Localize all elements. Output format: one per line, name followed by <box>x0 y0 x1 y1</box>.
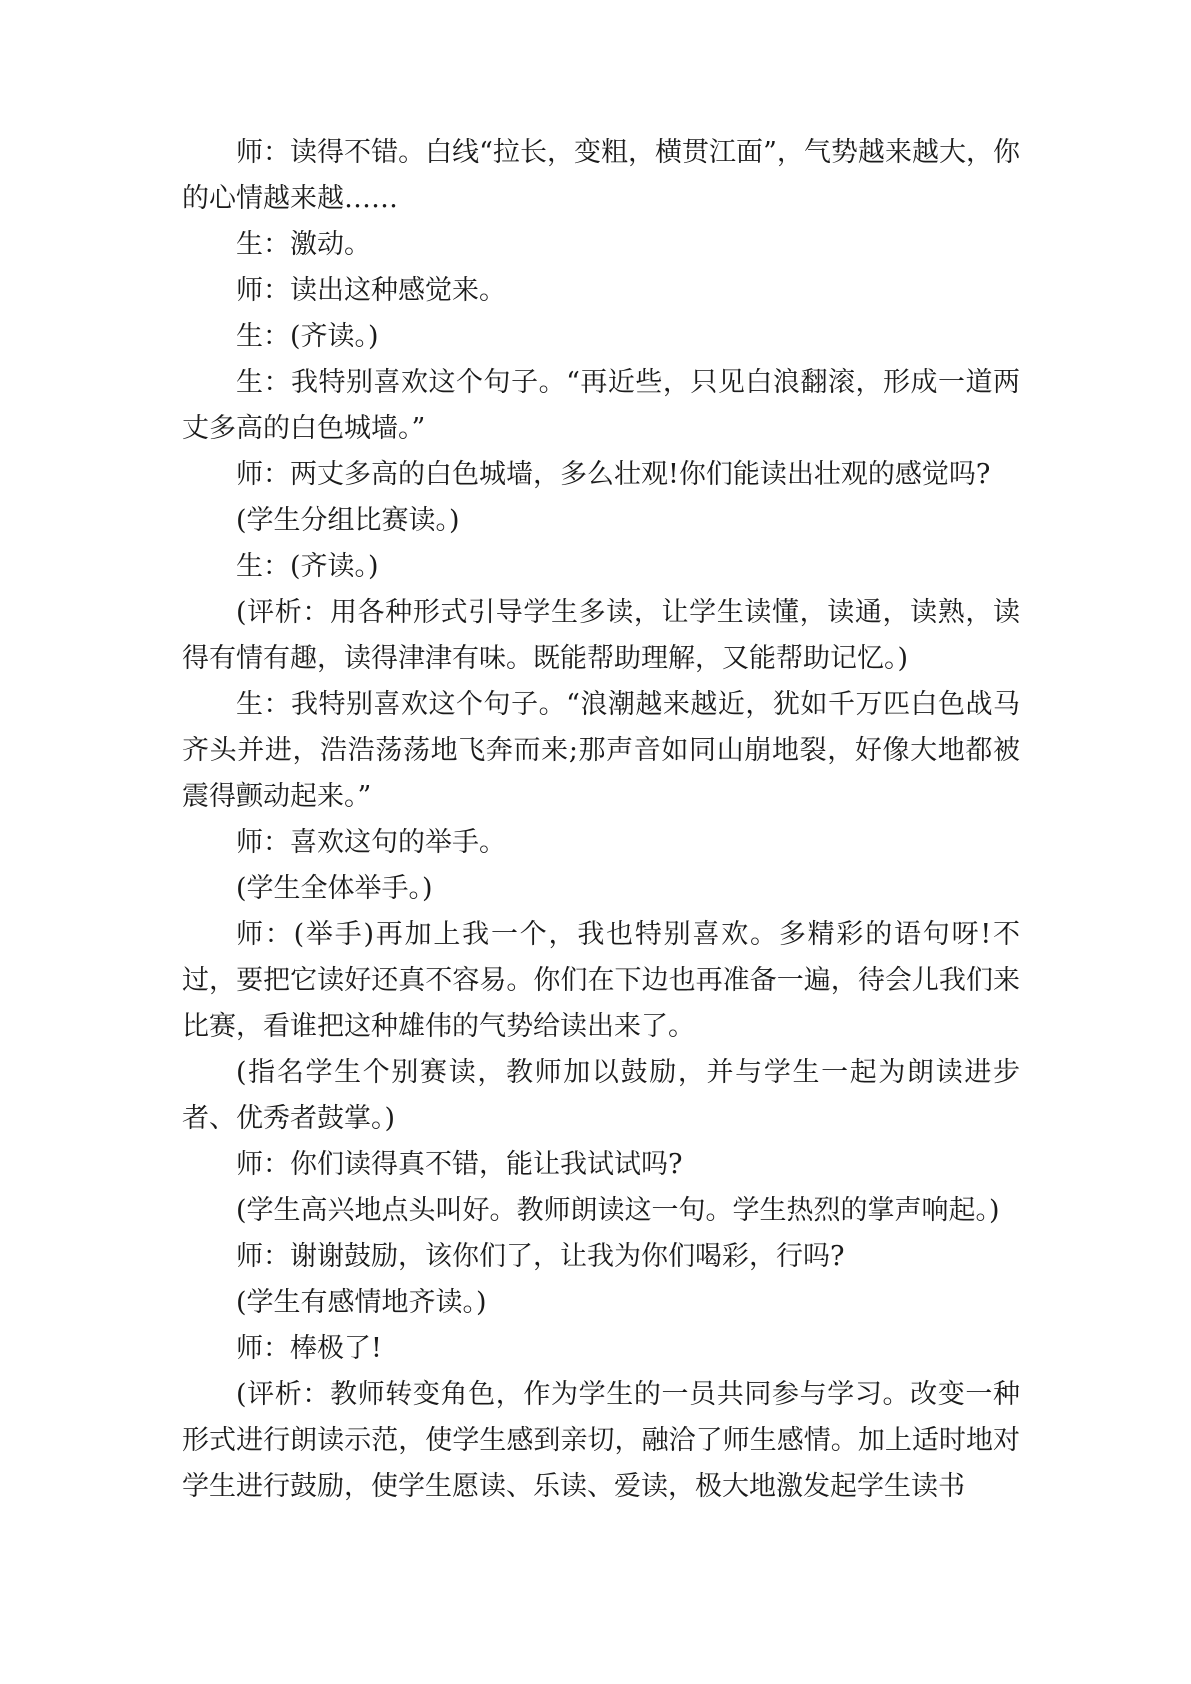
paragraph: (指名学生个别赛读，教师加以鼓励，并与学生一起为朗读进步者、优秀者鼓掌。) <box>182 1057 1020 1134</box>
paragraph: (评析：教师转变角色，作为学生的一员共同参与学习。改变一种形式进行朗读示范，使学生感到亲切，融洽了师生感情。加上适时地对学生进行鼓励，使学生愿读、乐读、爱读，极大地激发起学生读书 <box>182 1379 1020 1502</box>
paragraph: 生：我特别喜欢这个句子。“再近些，只见白浪翻滚，形成一道两丈多高的白色城墙。” <box>182 367 1020 444</box>
paragraph: 师：读得不错。白线“拉长，变粗，横贯江面”，气势越来越大，你的心情越来越…… <box>182 137 1020 214</box>
paragraph: 生：我特别喜欢这个句子。“浪潮越来越近，犹如千万匹白色战马齐头并进，浩浩荡荡地飞奔而来;那声音如同山崩地裂，好像大地都被震得颤动起来。” <box>182 689 1020 812</box>
paragraph: 生：(齐读。) <box>236 551 379 582</box>
paragraph: 师：读出这种感觉来。 <box>236 275 506 306</box>
paragraph: 师：棒极了! <box>236 1333 382 1364</box>
paragraph: 生：(齐读。) <box>236 321 379 352</box>
paragraph: 师：喜欢这句的举手。 <box>236 827 506 858</box>
paragraph: (学生有感情地齐读。) <box>236 1287 487 1318</box>
paragraph: 师：你们读得真不错，能让我试试吗? <box>236 1149 683 1180</box>
paragraph: 师：谢谢鼓励，该你们了，让我为你们喝彩，行吗? <box>236 1241 845 1272</box>
paragraph: (学生全体举手。) <box>236 873 433 904</box>
paragraph: 师：两丈多高的白色城墙，多么壮观!你们能读出壮观的感觉吗? <box>236 459 991 490</box>
paragraph: (学生分组比赛读。) <box>236 505 460 536</box>
paragraph: 生：激动。 <box>236 229 371 260</box>
paragraph: (评析：用各种形式引导学生多读，让学生读懂，读通，读熟，读得有情有趣，读得津津有味。既能帮助理解，又能帮助记忆。) <box>182 597 1020 674</box>
document-body <box>182 130 1020 1510</box>
paragraph: 师：(举手)再加上我一个，我也特别喜欢。多精彩的语句呀!不过，要把它读好还真不容易。你们在下边也再准备一遍，待会儿我们来比赛，看谁把这种雄伟的气势给读出来了。 <box>182 919 1020 1042</box>
paragraph: (学生高兴地点头叫好。教师朗读这一句。学生热烈的掌声响起。) <box>236 1195 1000 1226</box>
